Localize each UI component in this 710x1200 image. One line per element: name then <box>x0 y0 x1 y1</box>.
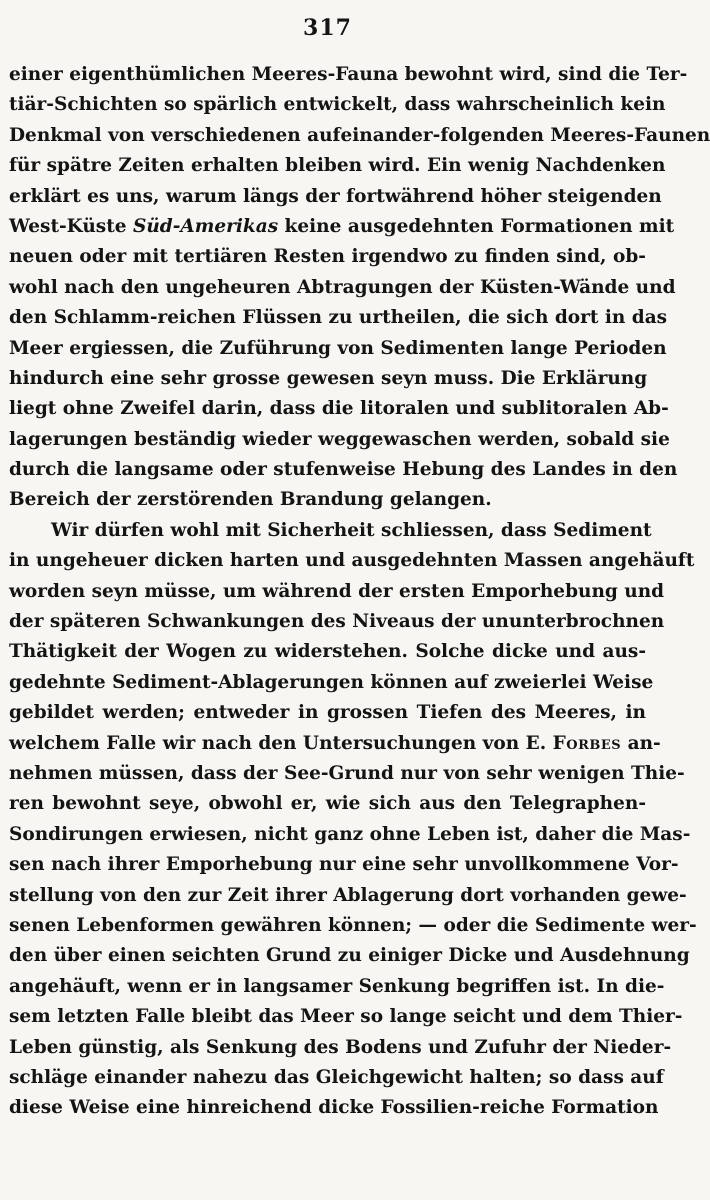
text-line: hindurch eine sehr grosse gewesen seyn muss. Die Erklärung <box>9 367 648 389</box>
text-segment: keine ausgedehnten Formationen mit <box>278 215 675 237</box>
text-line: sen nach ihrer Emporhebung nur eine sehr unvollkommene Vor- <box>9 854 679 876</box>
text-line: tiär-Schichten so spärlich entwickelt, dass wahrscheinlich kein <box>9 94 666 116</box>
text-line: erklärt es uns, warum längs der fortwährend höher steigenden <box>9 185 662 207</box>
text-line: liegt ohne Zweifel darin, dass die litoralen und sublitoralen Ab- <box>9 398 669 420</box>
text-line: in ungeheuer dicken harten und ausgedehnten Massen angehäuft <box>9 550 695 572</box>
text-line: Meer ergiessen, die Zuführung von Sedimenten lange Perioden <box>9 337 667 359</box>
text-line: Denkmal von verschiedenen aufeinander-folgenden Meeres-Faunen <box>9 124 710 146</box>
text-line: Bereich der zerstörenden Brandung gelangen. <box>9 489 492 511</box>
text-line: für spätre Zeiten erhalten bleiben wird. Ein wenig Nachdenken <box>9 155 666 177</box>
text-line: sem letzten Falle bleibt das Meer so lange seicht und dem Thier- <box>9 1006 683 1028</box>
text-line: Wir dürfen wohl mit Sicherheit schliessen, dass Sediment <box>51 519 652 541</box>
text-line: Sondirungen erwiesen, nicht ganz ohne Leben ist, daher die Mas- <box>9 823 691 845</box>
text-line: angehäuft, wenn er in langsamer Senkung begriffen ist. In die- <box>9 975 665 997</box>
text-line: der späteren Schwankungen des Niveaus der ununterbrochnen <box>9 611 665 633</box>
page-number: 317 <box>303 15 352 41</box>
italic-place-name: Süd-Amerikas <box>132 215 279 237</box>
text-line: neuen oder mit tertiären Resten irgendwo zu finden sind, ob- <box>9 246 646 268</box>
text-line: nehmen müssen, dass der See-Grund nur von sehr wenigen Thie- <box>9 762 685 784</box>
text-segment: welchem Falle wir nach den Untersuchungen von E. <box>9 732 553 754</box>
text-line <box>9 729 661 759</box>
small-caps-author-name: Forbes <box>552 732 622 754</box>
text-line: durch die langsame oder stufenweise Hebung des Landes in den <box>9 459 678 481</box>
text-line: gebildet werden; entweder in grossen Tiefen des Meeres, in <box>9 702 646 724</box>
text-line: Leben günstig, als Senkung des Bodens und Zufuhr der Nieder- <box>9 1036 672 1058</box>
body-text <box>9 60 710 1124</box>
text-line: einer eigenthümlichen Meeres-Fauna bewohnt wird, sind die Ter- <box>9 64 688 85</box>
text-segment: an- <box>621 732 661 754</box>
text-line: worden seyn müsse, um während der ersten Emporhebung und <box>9 580 665 602</box>
text-line: ren bewohnt seye, obwohl er, wie sich aus den Telegraphen- <box>9 793 646 815</box>
text-line: Thätigkeit der Wogen zu widerstehen. Solche dicke und aus- <box>9 641 646 663</box>
text-line: stellung von den zur Zeit ihrer Ablagerung dort vorhanden gewe- <box>9 884 687 906</box>
text-line: schläge einander nahezu das Gleichgewicht halten; so dass auf <box>9 1066 664 1088</box>
text-segment: West-Küste <box>9 215 133 237</box>
text-line <box>9 212 675 242</box>
text-line: lagerungen beständig wieder weggewaschen werden, sobald sie <box>9 428 670 450</box>
text-line: den Schlamm-reichen Flüssen zu urtheilen, die sich dort in das <box>9 307 668 329</box>
text-line: den über einen seichten Grund zu einiger Dicke und Ausdehnung <box>9 945 690 967</box>
text-line: senen Lebenformen gewähren können; — oder die Sedimente wer- <box>9 914 697 936</box>
text-line: diese Weise eine hinreichend dicke Fossilien-reiche Formation <box>9 1097 659 1119</box>
text-line: wohl nach den ungeheuren Abtragungen der Küsten-Wände und <box>9 276 676 298</box>
text-line: gedehnte Sediment-Ablagerungen können auf zweierlei Weise <box>9 671 654 693</box>
